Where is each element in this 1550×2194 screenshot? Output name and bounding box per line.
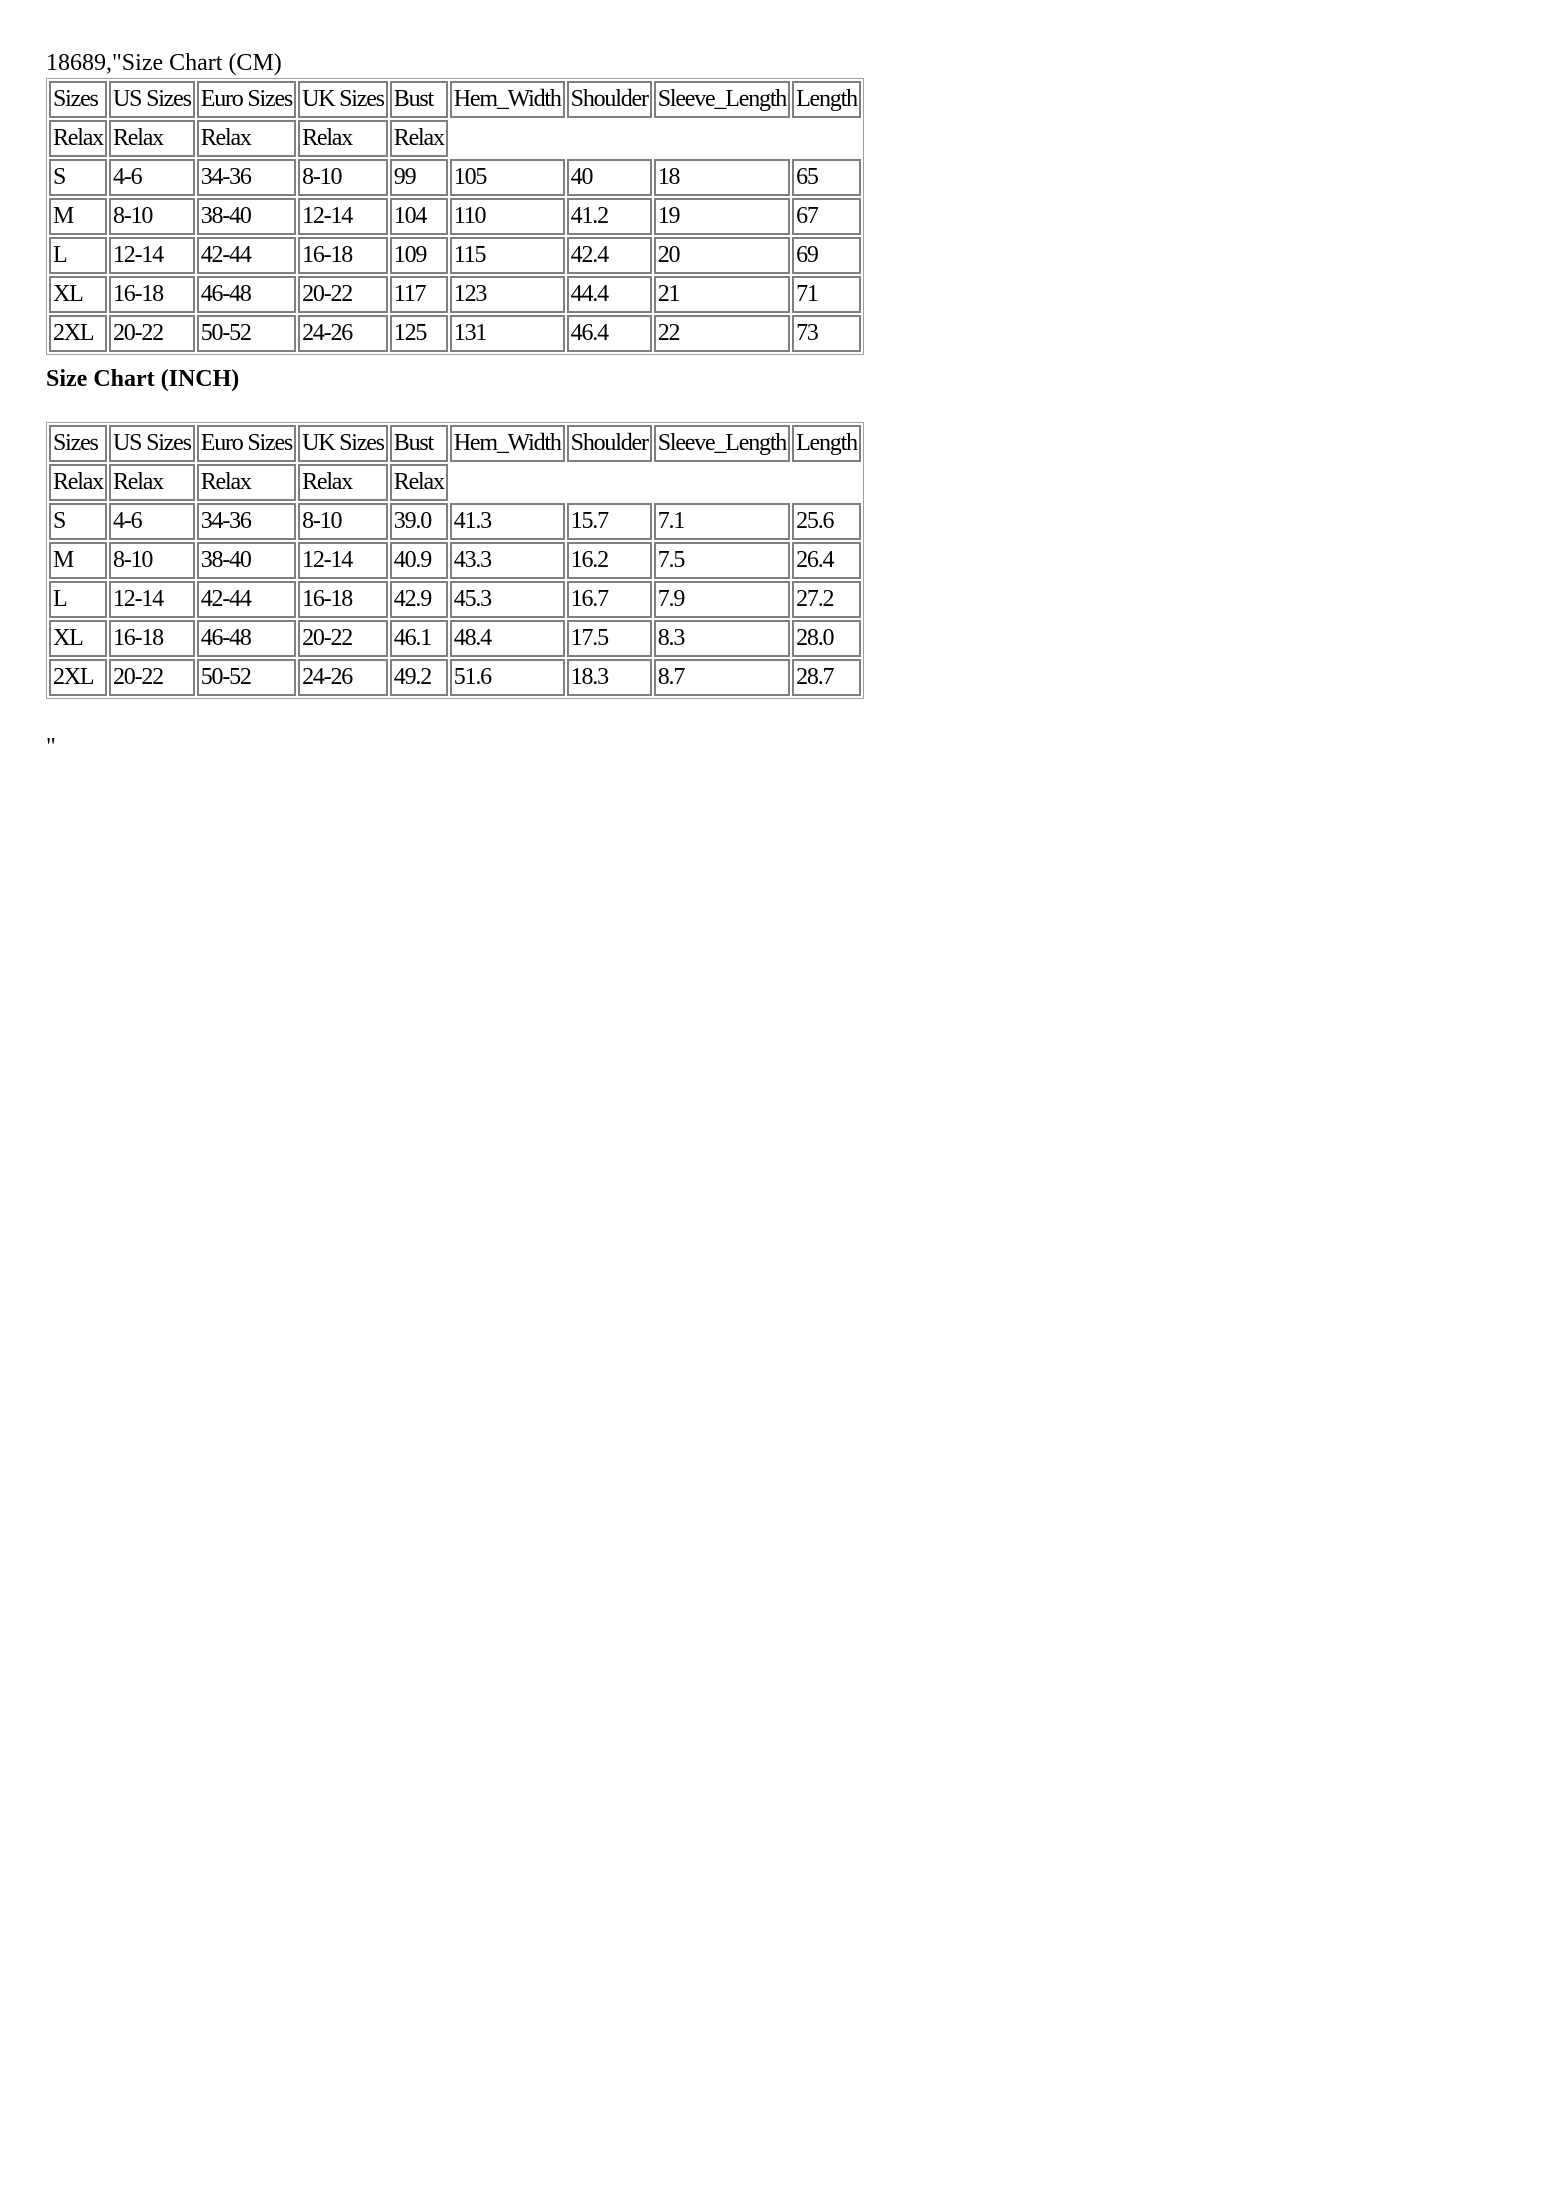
table-row [49,276,861,313]
table-cell: 67 [792,198,861,235]
table-cell: 117 [390,276,448,313]
fit-cell: Relax [298,464,388,501]
empty-cell [450,120,565,157]
fit-cell: Relax [390,120,448,157]
empty-cell [792,120,861,157]
table-cell: 38-40 [197,542,296,579]
table-cell: 48.4 [450,620,565,657]
table-cell: 20-22 [109,315,195,352]
table-cell: 8-10 [298,503,388,540]
table-cell: 109 [390,237,448,274]
empty-cell [654,464,790,501]
cm-size-table [46,78,864,355]
table-cell: 50-52 [197,315,296,352]
table-cell: 16.7 [567,581,652,618]
column-header: Sizes [49,81,107,118]
table-cell: 20-22 [298,620,388,657]
table-cell: 18 [654,159,790,196]
column-header: Shoulder [567,425,652,462]
table-cell: 28.7 [792,659,861,696]
table-cell: 8.3 [654,620,790,657]
table-cell: 115 [450,237,565,274]
table-cell: 28.0 [792,620,861,657]
table-row [49,581,861,618]
table-row [49,542,861,579]
table-cell: 40.9 [390,542,448,579]
empty-cell [567,120,652,157]
table-cell: 20-22 [298,276,388,313]
fit-cell: Relax [49,120,107,157]
table-row [49,198,861,235]
inch-chart-title: Size Chart (INCH) [46,366,240,392]
table-cell: 4-6 [109,159,195,196]
table-cell: 27.2 [792,581,861,618]
column-header: Sleeve_Length [654,81,790,118]
fit-cell: Relax [197,464,296,501]
table-cell: 41.2 [567,198,652,235]
table-cell: 46-48 [197,620,296,657]
table-cell: S [49,503,107,540]
table-cell: 44.4 [567,276,652,313]
table-cell: M [49,542,107,579]
table-cell: 16-18 [109,620,195,657]
table-cell: 24-26 [298,315,388,352]
table-row [49,503,861,540]
table-row [49,620,861,657]
table-cell: S [49,159,107,196]
table-cell: 25.6 [792,503,861,540]
column-header: UK Sizes [298,425,388,462]
table-cell: 43.3 [450,542,565,579]
column-header: US Sizes [109,81,195,118]
table-cell: 7.9 [654,581,790,618]
table-cell: 41.3 [450,503,565,540]
table-header-row [49,81,861,118]
fit-cell: Relax [109,464,195,501]
table-header-row [49,425,861,462]
table-cell: 16-18 [298,581,388,618]
table-row [49,659,861,696]
table-cell: 42-44 [197,581,296,618]
table-cell: 40 [567,159,652,196]
table-cell: 46.4 [567,315,652,352]
table-cell: 123 [450,276,565,313]
column-header: Bust [390,425,448,462]
table-cell: 69 [792,237,861,274]
table-cell: 21 [654,276,790,313]
table-cell: 2XL [49,315,107,352]
table-cell: 12-14 [109,581,195,618]
table-cell: 42-44 [197,237,296,274]
table-cell: 39.0 [390,503,448,540]
column-header: Shoulder [567,81,652,118]
table-cell: 20-22 [109,659,195,696]
table-cell: 18.3 [567,659,652,696]
table-cell: 131 [450,315,565,352]
table-cell: 110 [450,198,565,235]
fit-cell: Relax [109,120,195,157]
fit-cell: Relax [390,464,448,501]
table-cell: 15.7 [567,503,652,540]
column-header: US Sizes [109,425,195,462]
column-header: Length [792,425,861,462]
closing-quote: " [46,734,56,760]
table-cell: 8-10 [298,159,388,196]
table-cell: 65 [792,159,861,196]
table-cell: 105 [450,159,565,196]
table-cell: 20 [654,237,790,274]
column-header: Sleeve_Length [654,425,790,462]
table-row [49,159,861,196]
table-cell: 17.5 [567,620,652,657]
column-header: Euro Sizes [197,425,296,462]
table-cell: 7.5 [654,542,790,579]
table-cell: 12-14 [298,542,388,579]
fit-cell: Relax [197,120,296,157]
empty-cell [792,464,861,501]
empty-cell [450,464,565,501]
empty-cell [654,120,790,157]
table-cell: 51.6 [450,659,565,696]
column-header: UK Sizes [298,81,388,118]
table-cell: 4-6 [109,503,195,540]
table-cell: XL [49,276,107,313]
table-cell: 8-10 [109,198,195,235]
table-cell: 16-18 [298,237,388,274]
table-row [49,315,861,352]
table-cell: 8-10 [109,542,195,579]
fit-cell: Relax [298,120,388,157]
table-cell: 34-36 [197,503,296,540]
table-cell: 50-52 [197,659,296,696]
empty-cell [567,464,652,501]
table-cell: 45.3 [450,581,565,618]
table-cell: 34-36 [197,159,296,196]
fit-row [49,464,861,501]
table-cell: XL [49,620,107,657]
table-cell: 19 [654,198,790,235]
table-cell: 2XL [49,659,107,696]
table-cell: 38-40 [197,198,296,235]
table-cell: 12-14 [109,237,195,274]
fit-row [49,120,861,157]
cm-chart-title: 18689,"Size Chart (CM) [46,50,282,76]
table-cell: 16-18 [109,276,195,313]
table-cell: 42.4 [567,237,652,274]
table-cell: 22 [654,315,790,352]
column-header: Euro Sizes [197,81,296,118]
table-cell: 8.7 [654,659,790,696]
table-cell: 99 [390,159,448,196]
table-cell: 49.2 [390,659,448,696]
table-cell: 16.2 [567,542,652,579]
table-cell: 104 [390,198,448,235]
table-cell: 46-48 [197,276,296,313]
column-header: Hem_Width [450,425,565,462]
table-cell: 46.1 [390,620,448,657]
fit-cell: Relax [49,464,107,501]
document-page [46,48,857,760]
column-header: Hem_Width [450,81,565,118]
table-cell: 125 [390,315,448,352]
table-cell: 73 [792,315,861,352]
column-header: Length [792,81,861,118]
table-cell: 12-14 [298,198,388,235]
table-cell: 24-26 [298,659,388,696]
column-header: Sizes [49,425,107,462]
table-cell: L [49,237,107,274]
table-cell: 42.9 [390,581,448,618]
inch-size-table [46,422,864,699]
table-cell: L [49,581,107,618]
table-row [49,237,861,274]
table-cell: 7.1 [654,503,790,540]
table-cell: 71 [792,276,861,313]
table-cell: 26.4 [792,542,861,579]
table-cell: M [49,198,107,235]
column-header: Bust [390,81,448,118]
